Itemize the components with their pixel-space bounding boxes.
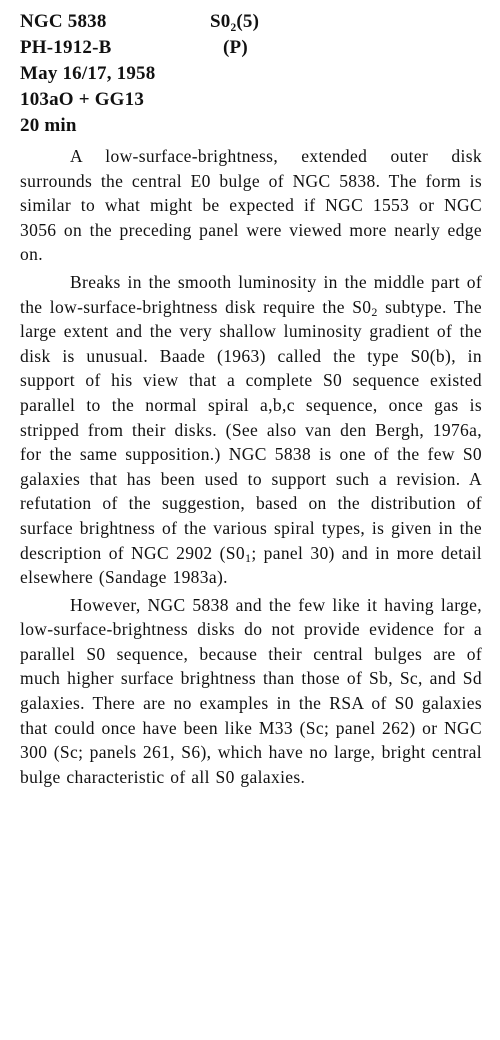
paragraph-3-text: However, NGC 5838 and the few like it having large, low-surface-brightness disks do not provide evidence for a parallel S0 sequence, because their central bulges are of much higher surface brightness than those of Sb, Sc, and Sd galaxies. There are no examples in the RSA of S0 galaxies that could once have been like M33 (Sc; panel 262) or NGC 300 (Sc; panels 261, S6), which have no large, bright central bulge characteristic of all S0 galaxies. [20, 594, 482, 787]
paragraph-1 [20, 144, 482, 267]
paragraph-2 [20, 270, 482, 590]
paragraph-1-text: A low-surface-brightness, extended outer disk surrounds the central E0 bulge of NGC 5838. The form is similar to what might be expected if NGC 1553 or NGC 3056 on the preceding panel were viewed more nearly edge on. [20, 146, 482, 265]
telescope-code: (P) [223, 37, 248, 58]
observation-date: May 16/17, 1958 [20, 63, 156, 84]
emulsion-filter: 103aO + GG13 [20, 89, 145, 110]
paragraph-2-text-a: Breaks in the smooth luminosity in the middle part of the low-surface-brightness disk require the S0 [20, 271, 482, 317]
exposure-time: 20 min [20, 115, 77, 136]
paragraph-2-text-b: subtype. The large extent and the very shallow luminosity gradient of the disk is unusual. Baade (1963) called the type S0(b), in support of his view that a complete S0 sequence existed parallel to the normal spiral a,b,c sequence, once gas is stripped from their disks. (See also van den Bergh, 1976a, for the same supposition.) NGC 5838 is one of the few S0 galaxies that has been used to support such a revision. A refutation of the suggestion, based on the distribution of surface brightness of the various spiral types, is given in the description of NGC 2902 (S0 [20, 296, 482, 563]
subscript-2: 2 [371, 304, 378, 319]
plate-number: PH-1912-B [20, 37, 112, 58]
subscript-1: 1 [244, 550, 252, 565]
description-text [20, 144, 482, 792]
plate-header [20, 10, 490, 142]
paragraph-3 [20, 593, 482, 790]
galaxy-type: S0₂(5) [210, 11, 260, 32]
paragraph-2-text-c: ; panel 30) and in more detail elsewhere (Sandage 1983a). [20, 542, 482, 588]
galaxy-name: NGC 5838 [20, 11, 107, 32]
